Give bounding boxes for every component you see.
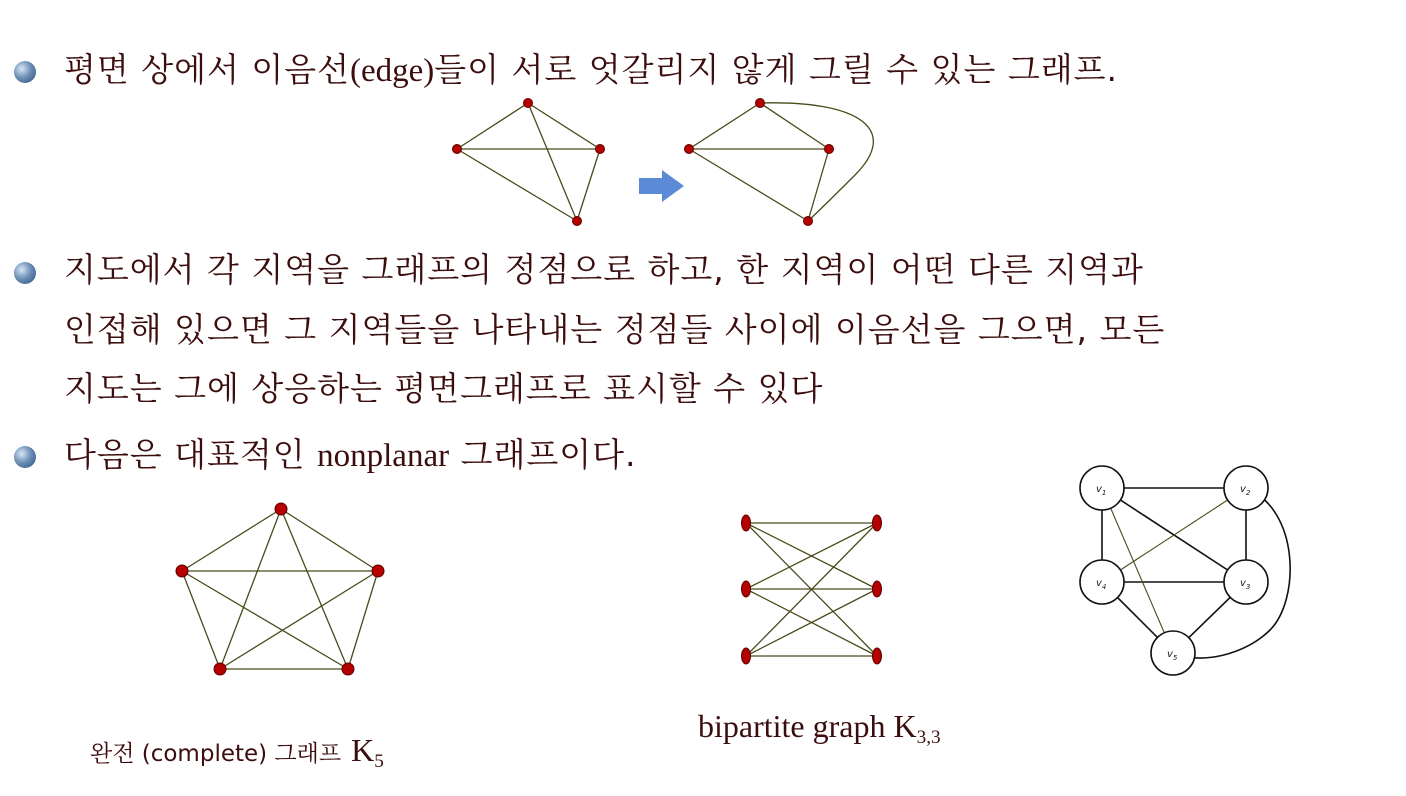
graph-node xyxy=(453,145,462,154)
complete-graph-label: 완전 (complete) 그래프 xyxy=(90,741,342,767)
graph-node xyxy=(685,145,694,154)
graph-node xyxy=(176,565,188,577)
graph-node xyxy=(214,663,226,675)
k5-caption xyxy=(90,732,384,773)
graph-node xyxy=(804,217,813,226)
bipartite-caption xyxy=(698,708,941,749)
bullet-2-line-1: 지도에서 각 지역을 그래프의 정점으로 하고, 한 지역이 어떤 다른 지역과 xyxy=(64,250,1144,289)
bullet-2-line-2: 인접해 있으면 그 지역들을 나타내는 정점들 사이에 이음선을 그으면, 모든 xyxy=(64,310,1166,349)
bullet-2-line-3: 지도는 그에 상응하는 평면그래프로 표시할 수 있다 xyxy=(64,369,824,408)
graph-node xyxy=(342,663,354,675)
graph-node xyxy=(742,581,751,597)
vertex-v2 xyxy=(1224,466,1268,510)
graph-node xyxy=(873,515,882,531)
bipartite-label: bipartite graph K xyxy=(698,708,917,744)
vertex-v5 xyxy=(1151,631,1195,675)
graph-node xyxy=(372,565,384,577)
k5-graph xyxy=(176,503,384,675)
graph-node xyxy=(573,217,582,226)
vertex-label-v4: $v_4$ xyxy=(1096,578,1107,591)
bullet-3-nonplanar-term: nonplanar xyxy=(317,438,450,474)
labeled-graph xyxy=(1080,466,1290,675)
vertex-label-v5: $v_5$ xyxy=(1167,649,1178,662)
k5-symbol: $K_5$ xyxy=(351,732,384,772)
graph-node xyxy=(756,99,765,108)
planar-graph-before xyxy=(453,99,605,226)
planar-graph-after xyxy=(685,99,874,226)
vertex-label-v3: $v_3$ xyxy=(1240,578,1251,591)
bullet-1-part-a: 평면 상에서 이음선 xyxy=(64,50,351,89)
right-arrow-icon xyxy=(639,170,684,202)
graph-node xyxy=(275,503,287,515)
bullet-3-part-a: 다음은 대표적인 xyxy=(64,435,318,474)
k33-graph xyxy=(742,515,882,664)
graph-node xyxy=(873,581,882,597)
graph-node xyxy=(873,648,882,664)
bullet-1-part-c: 들이 서로 엇갈리지 않게 그릴 수 있는 그래프. xyxy=(434,50,1119,89)
graph-node xyxy=(742,515,751,531)
bullet-1-edge-term: (edge) xyxy=(350,53,435,89)
bullet-3-part-c: 그래프이다. xyxy=(449,435,637,474)
vertex-label-v2: $v_2$ xyxy=(1240,484,1251,497)
graph-node xyxy=(742,648,751,664)
graph-node xyxy=(825,145,834,154)
graph-node xyxy=(524,99,533,108)
vertex-label-v1: $v_1$ xyxy=(1096,484,1107,497)
vertex-v1 xyxy=(1080,466,1124,510)
vertex-v3 xyxy=(1224,560,1268,604)
graph-node xyxy=(596,145,605,154)
bipartite-subscript: 3,3 xyxy=(916,727,941,748)
vertex-v4 xyxy=(1080,560,1124,604)
